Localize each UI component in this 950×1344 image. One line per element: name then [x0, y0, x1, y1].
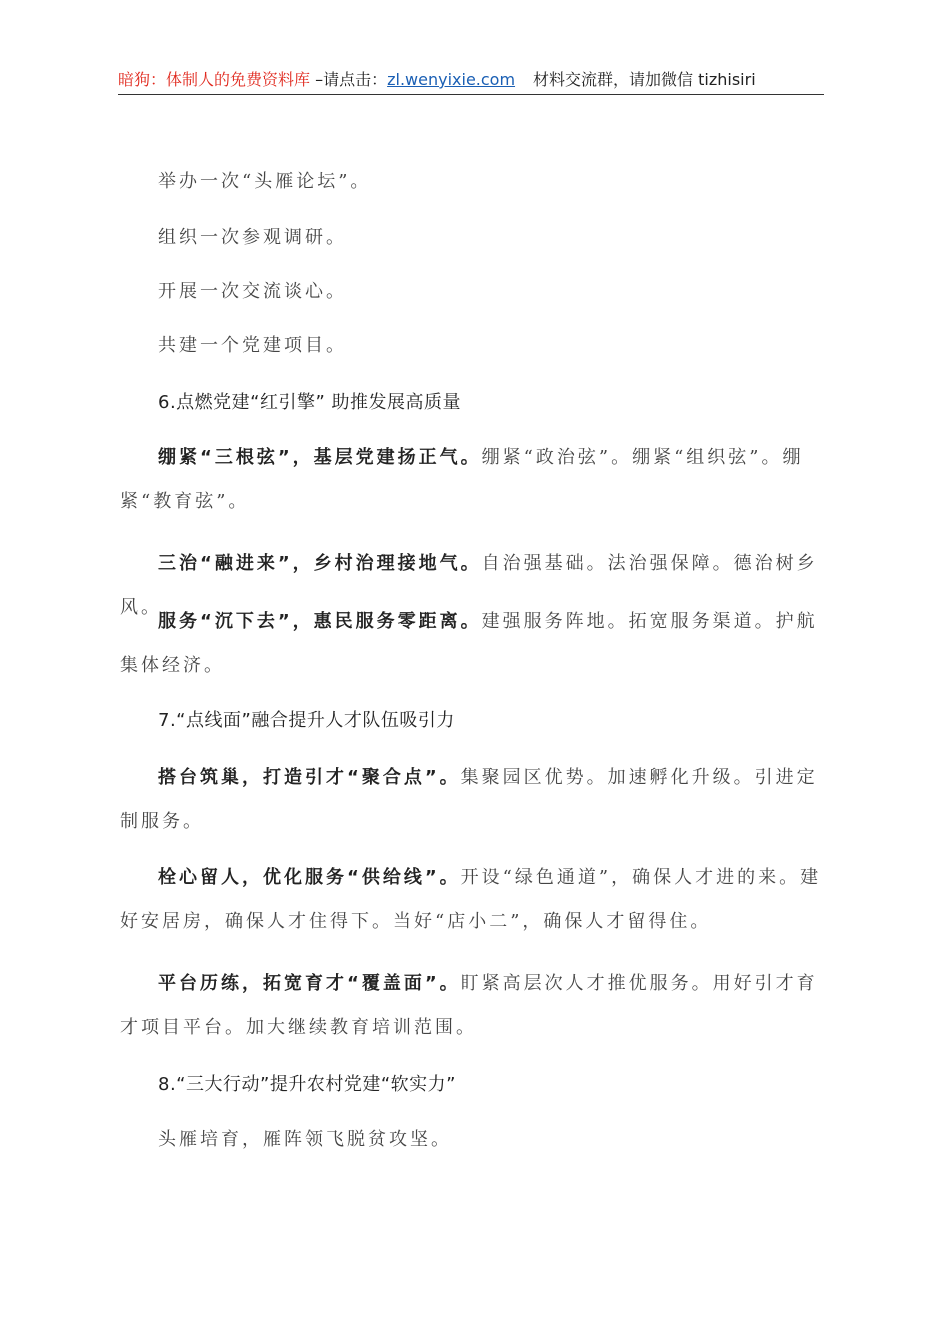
paragraph-body: 开设“绿色通道”，确保人才进的来。建好安居房，确保人才住得下。当好“店小二”，确保人才留得住。: [120, 867, 822, 932]
line-text: 头雁培育，雁阵领飞脱贫攻坚。: [158, 1129, 452, 1150]
section-heading-7: 7.“点线面”融合提升人才队伍吸引力: [158, 710, 455, 731]
paragraph-body: 绷紧“政治弦”。绷紧“组织弦”。绷紧“教育弦”。: [120, 447, 804, 512]
page-header: [118, 66, 824, 95]
paragraph-line-4: [120, 324, 823, 368]
paragraph-bold-lead: 平台历练，拓宽育才“覆盖面”。: [158, 973, 461, 994]
paragraph-bold-lead: 服务“沉下去”，惠民服务零距离。: [158, 611, 482, 632]
paragraph-7b: [120, 856, 823, 944]
paragraph-bold-lead: 栓心留人，优化服务“供给线”。: [158, 867, 461, 888]
paragraph-body: 建强服务阵地。拓宽服务渠道。护航集体经济。: [120, 611, 818, 676]
header-link[interactable]: zl.wenyixie.com: [387, 70, 516, 89]
paragraph-body: 集聚园区优势。加速孵化升级。引进定制服务。: [120, 767, 818, 832]
paragraph-6a: [120, 436, 823, 524]
header-click-prompt: –请点击：: [310, 70, 388, 89]
paragraph-line-3: [120, 270, 823, 314]
line-text: 组织一次参观调研。: [158, 227, 347, 248]
paragraph-bold-lead: 绷紧“三根弦”，基层党建扬正气。: [158, 447, 482, 468]
paragraph-6c: [120, 600, 823, 688]
header-brand: 暗狗：体制人的免费资料库: [118, 70, 311, 89]
paragraph-bold-lead: 搭台筑巢，打造引才“聚合点”。: [158, 767, 461, 788]
line-text: 开展一次交流谈心。: [158, 281, 347, 302]
section-heading-8: 8.“三大行动”提升农村党建“软实力”: [158, 1074, 456, 1095]
header-wechat-group: 材料交流群，请加微信 tizhisiri: [533, 70, 756, 89]
paragraph-line-2: [120, 216, 823, 260]
paragraph-body: 盯紧高层次人才推优服务。用好引才育才项目平台。加大继续教育培训范围。: [120, 973, 818, 1038]
paragraph-bold-lead: 三治“融进来”，乡村治理接地气。: [158, 553, 482, 574]
line-text: 共建一个党建项目。: [158, 335, 347, 356]
paragraph-last: [120, 1118, 823, 1162]
section-heading-6: 6.点燃党建“红引擎” 助推发展高质量: [158, 392, 462, 413]
paragraph-7a: [120, 756, 823, 844]
line-text: 举办一次“头雁论坛”。: [158, 171, 372, 192]
paragraph-7c: [120, 962, 823, 1050]
paragraph-line-1: [120, 160, 823, 204]
paragraph-body: 自治强基础。法治强保障。德治树乡风。: [120, 553, 818, 618]
